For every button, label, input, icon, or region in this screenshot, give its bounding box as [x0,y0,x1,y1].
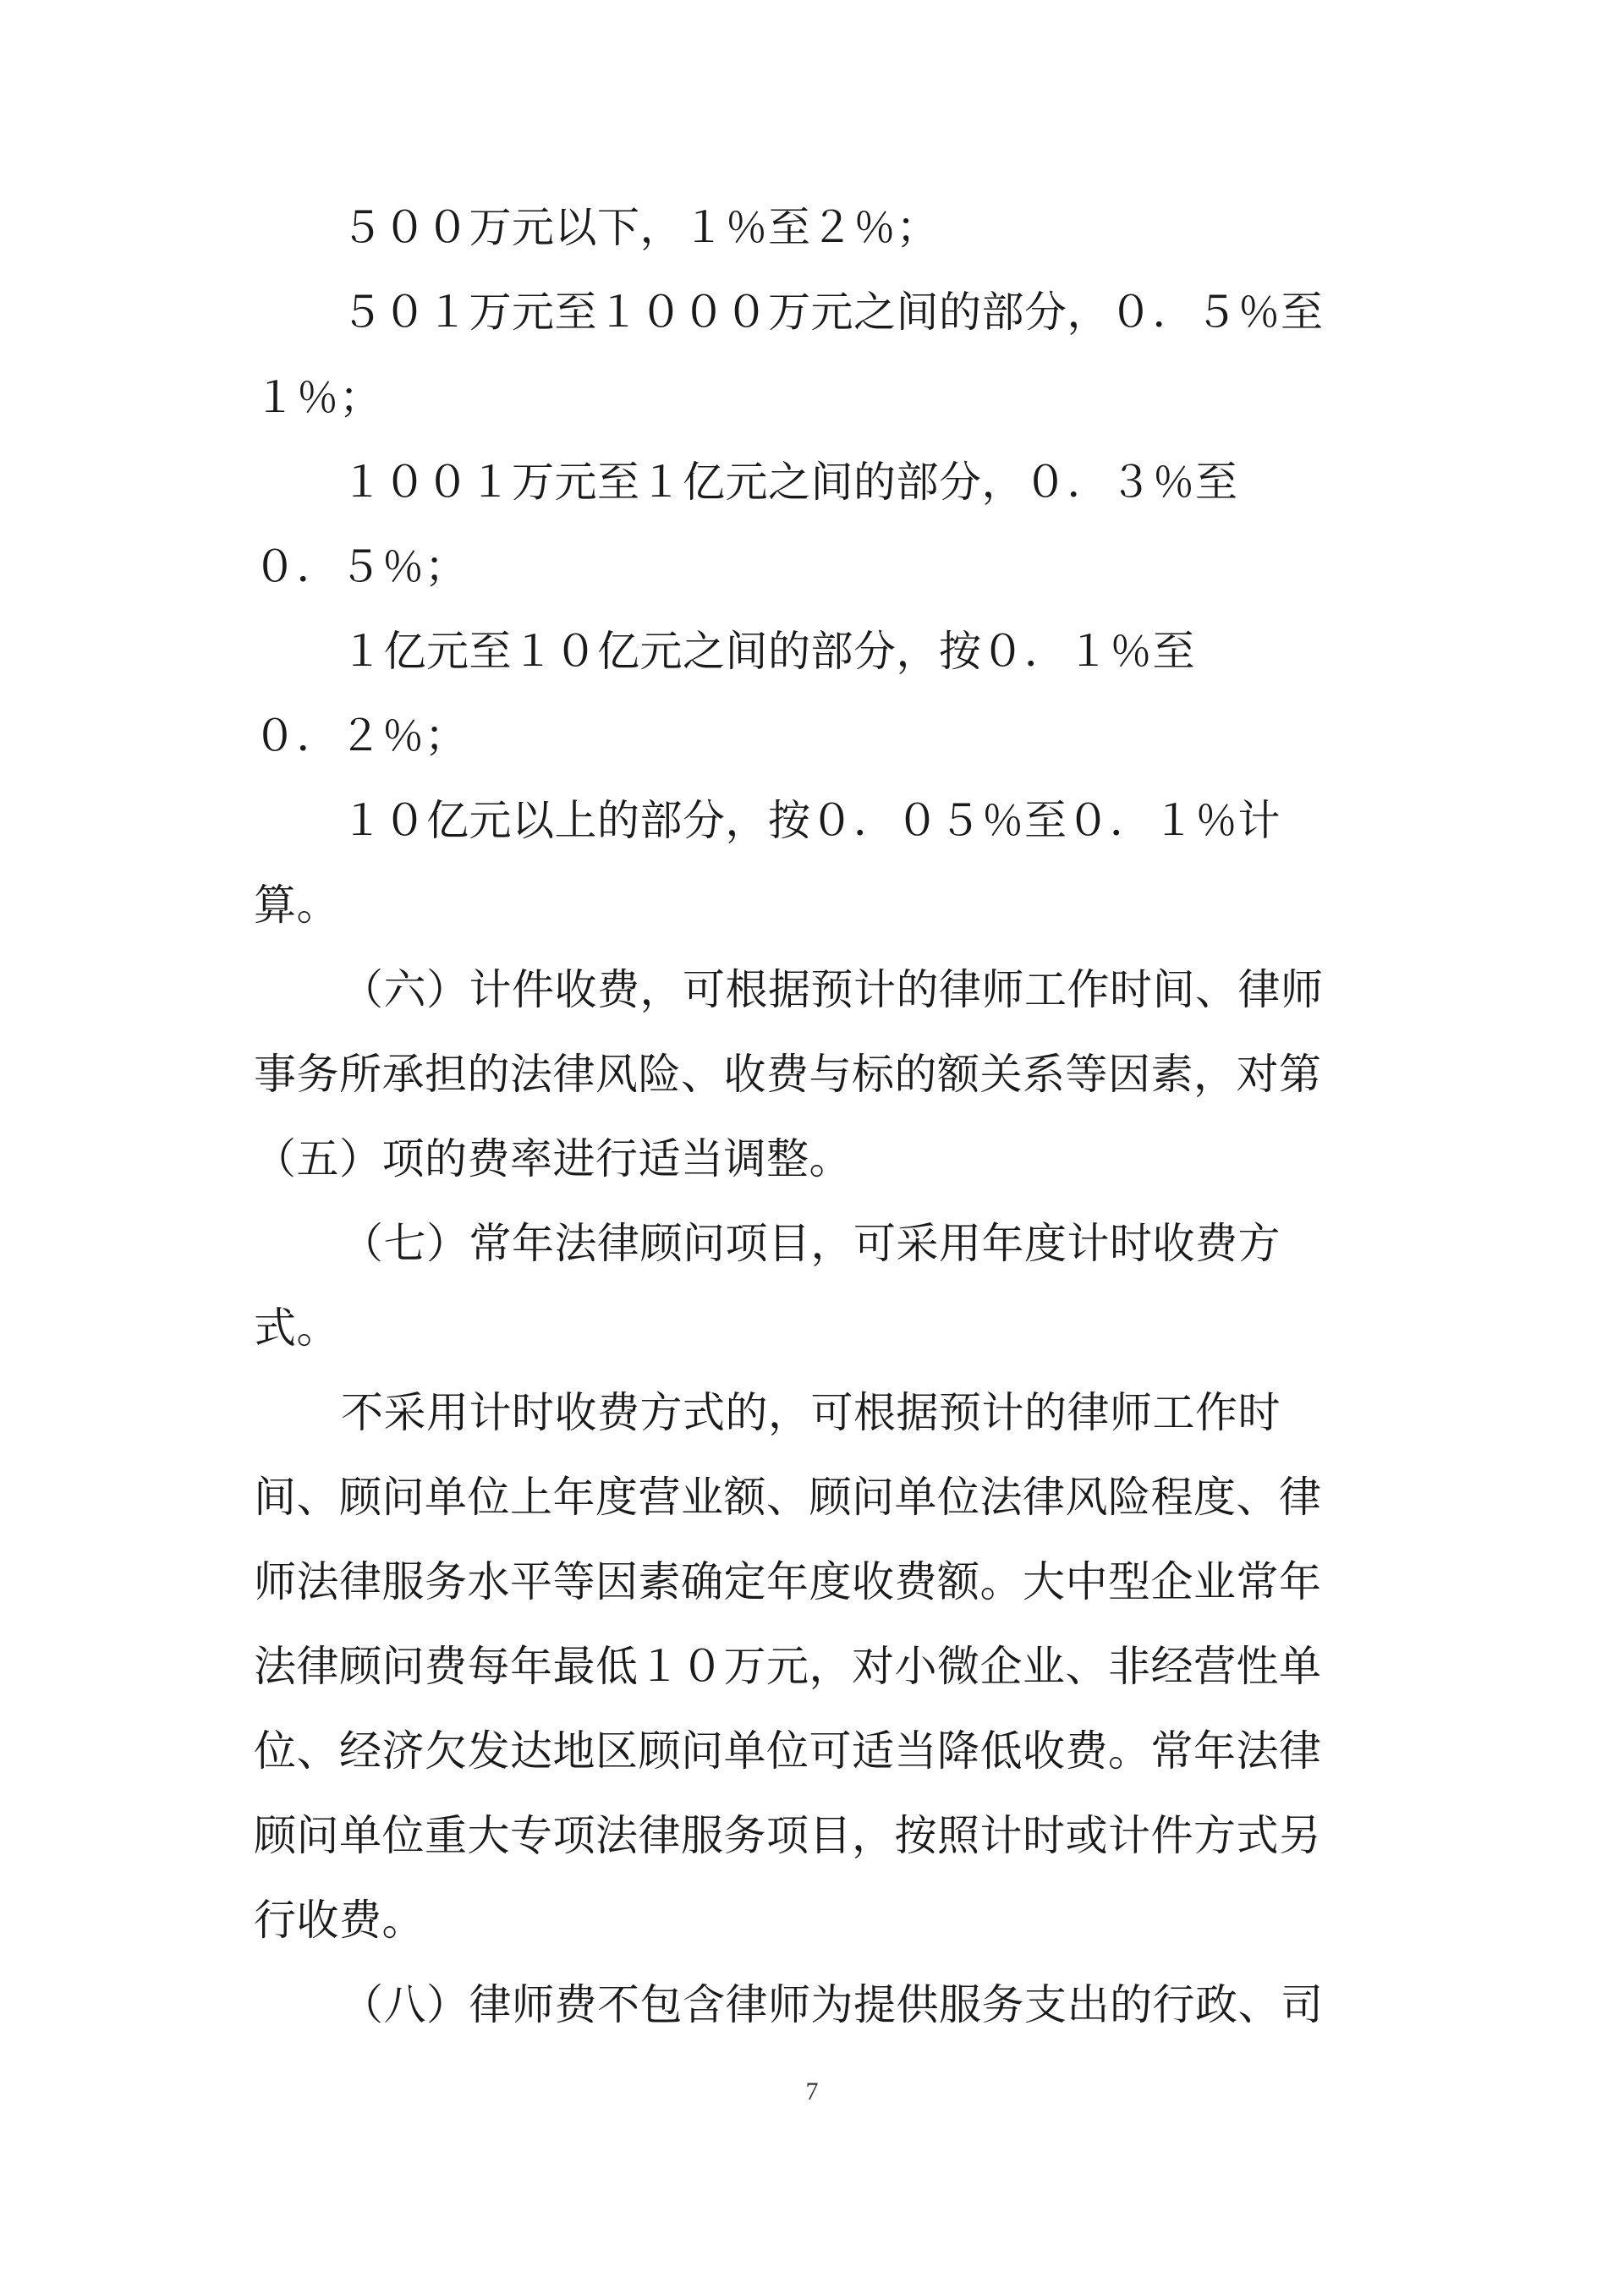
text-line: １０亿元以上的部分，按０．０５％至０．１％计 [341,796,1281,845]
paragraph-first-line: （八）律师费不包含律师为提供服务支出的行政、司 [341,1980,1324,2029]
text-line: 位、经济欠发达地区顾问单位可适当降低收费。常年法律 [254,1726,1322,1776]
text-line: １亿元至１０亿元之间的部分，按０．１％至 [341,627,1195,676]
text-line: ０．２％； [254,711,468,760]
text-line: 法律顾问费每年最低１０万元，对小微企业、非经营性单 [254,1642,1322,1691]
text-line: ５０１万元至１０００万元之间的部分，０．５％至 [341,288,1324,337]
paragraph-first-line: （六）计件收费，可根据预计的律师工作时间、律师 [341,965,1324,1014]
text-line: 事务所承担的法律风险、收费与标的额关系等因素，对第 [254,1050,1322,1099]
text-line: １００１万元至１亿元之间的部分，０．３％至 [341,458,1238,507]
text-line: 间、顾问单位上年度营业额、顾问单位法律风险程度、律 [254,1473,1322,1522]
paragraph-first-line: 不采用计时收费方式的，可根据预计的律师工作时 [341,1388,1281,1437]
text-line: １％； [254,373,382,422]
text-line: 算。 [254,881,339,930]
text-line: ５００万元以下，１％至２％； [341,203,939,252]
text-line: 顾问单位重大专项法律服务项目，按照计时或计件方式另 [254,1811,1322,1860]
text-line: 式。 [254,1304,339,1353]
text-line: 行收费。 [254,1896,425,1945]
text-line: 师法律服务水平等因素确定年度收费额。大中型企业常年 [254,1557,1322,1606]
text-line: ０．５％； [254,542,468,591]
text-line: （五）项的费率进行适当调整。 [254,1134,852,1183]
paragraph-first-line: （七）常年法律顾问项目，可采用年度计时收费方 [341,1219,1281,1268]
page-number: 7 [805,2078,819,2105]
